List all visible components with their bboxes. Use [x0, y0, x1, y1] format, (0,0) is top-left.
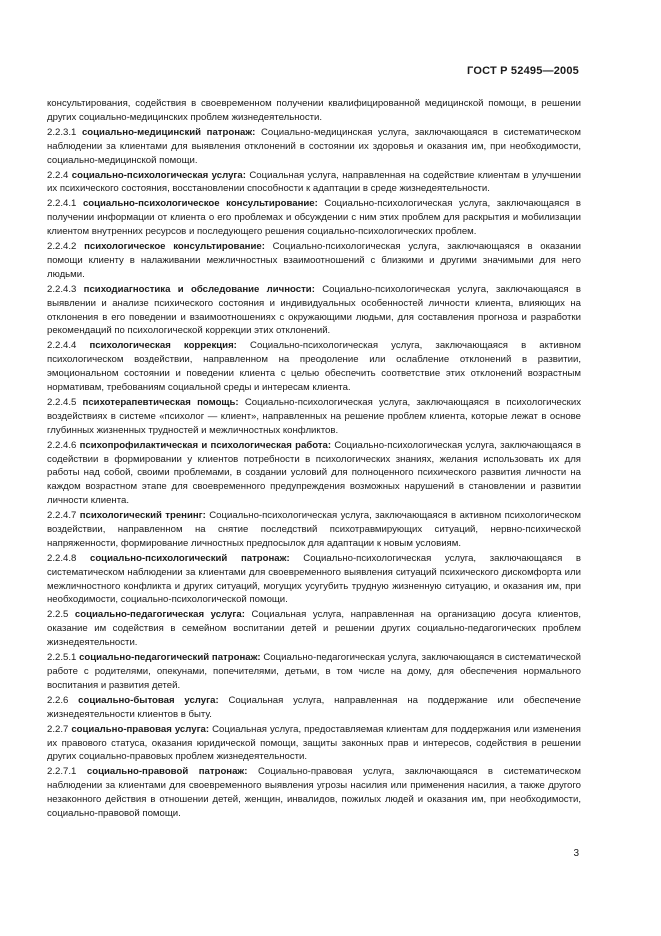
term: психотерапевтическая помощь: [82, 397, 239, 409]
definition-text: Социальная услуга, направленная на содействие клиентам в улучшении их психического состояния, восстановлении способности к адаптации в среде жизнедеятельности. [47, 169, 581, 195]
term: психологический тренинг: [79, 510, 206, 522]
definition-text: Социально-медицинская услуга, заключающаяся в систематическом наблюдении за клиентами для выявления отклонений в состоянии их здоровья и оказания им, при необходимости, социально-медицинской помощи. [47, 126, 582, 166]
paragraph [47, 694, 581, 722]
paragraph [47, 723, 581, 765]
paragraph [47, 439, 581, 508]
paragraph [47, 396, 581, 438]
clause-number: 2.2.4.8 [47, 552, 77, 564]
definition-text: Социально-психологическая услуга, заключающаяся в активном психологическом воздействии, направленном на снятие последствий психотравмирующих ситуаций, нервно-психической напряженности, формирование личностных предпосылок для адаптации к новым условиям. [47, 510, 582, 549]
definition-text: Социально-психологическая услуга, заключающаяся в выявлении и анализе психического состояния и индивидуальных особенностей личности клиента, влияющих на отклонения в его поведении и взаимоотношениях с окружающими людьми, для составления прогноза и разработки рекомендаций по психологической коррекции этих отклонений. [47, 283, 582, 337]
term: психопрофилактическая и психологическая работа: [79, 439, 332, 451]
term: социально-психологическая услуга: [71, 169, 246, 181]
term: социально-медицинский патронаж: [81, 126, 256, 138]
paragraph [47, 765, 581, 820]
paragraph [47, 126, 581, 168]
definition-text: Социально-психологическая услуга, заключающаяся в оказании помощи клиенту в налаживании межличностных взаимоотношений с близкими и другими значимыми для него людьми. [47, 241, 581, 280]
term: социально-педагогический патронаж: [79, 652, 261, 664]
clause-number: 2.2.5 [47, 609, 69, 621]
clause-number: 2.2.4.1 [47, 198, 77, 210]
clause-number: 2.2.4.7 [47, 510, 77, 522]
clause-number: 2.2.5.1 [47, 652, 77, 664]
definition-text: Социально-психологическая услуга, заключающаяся в психологических воздействиях в системе «психолог — клиент», направленных на решение проблем клиента, которые лежат в основе глубинных жизненных трудностей и межличностных конфликтов. [47, 397, 581, 436]
clause-number: 2.2.4.4 [47, 340, 77, 352]
paragraph [47, 509, 581, 551]
clause-number: 2.2.4.3 [47, 283, 77, 295]
clause-number: 2.2.6 [47, 694, 69, 706]
definition-text: Социально-правовая услуга, заключающаяся в систематическом наблюдении за клиентами для своевременного выявления угрозы насилия или применения насилия, а также другого незаконного действия в отношении детей, женщин, инвалидов, пожилых людей и оказания им, при необходимости, социально-правовой помощи. [47, 766, 581, 819]
clause-number: 2.2.4.6 [47, 439, 77, 451]
term: социально-педагогическая услуга: [74, 609, 245, 621]
paragraph [47, 169, 581, 197]
page-number: 3 [573, 848, 579, 859]
term: социально-правовой патронаж: [86, 766, 248, 778]
term: социально-правовая услуга: [71, 723, 210, 735]
definition-text: Социально-психологическая услуга, заключающаяся в содействии в формировании у клиентов потребности в психологических знаниях, желания использовать их для работы над собой, своими проблемами, в создании условий для полноценного психического развития личности на каждом возрастном этапе для своевременного предупреждения возможных нарушений в становлении и развитии личности клиента. [47, 439, 582, 507]
definition-text: Социально-психологическая услуга, заключающаяся в систематическом наблюдении за клиентами для своевременного выявления ситуаций психического дискомфорта или межличностного конфликта и других ситуаций, могущих усугубить трудную жизненную ситуацию, и оказания им, при необходимости, социально-психологической помощи. [47, 552, 582, 606]
paragraph [47, 197, 581, 239]
term: психологическая коррекция: [89, 340, 237, 352]
paragraph [47, 339, 581, 394]
paragraph-text: консультирования, содействия в своевременном получении квалифицированной медицинской помощи, в решении других социально-медицинских проблем жизнедеятельности. [47, 98, 581, 123]
paragraph [47, 552, 581, 607]
paragraph [47, 608, 581, 650]
term: психологическое консультирование: [84, 241, 265, 253]
term: социально-психологическое консультирование: [82, 198, 318, 210]
definition-text: Социально-психологическая услуга, заключающаяся в получении информации от клиента о его проблемах и обсуждении с ним этих проблем для раскрытия и мобилизации клиентом внутренних ресурсов и последующего решения социально-психологических проблем. [47, 198, 581, 238]
term: социально-бытовая услуга: [78, 694, 219, 706]
document-body [47, 97, 581, 822]
clause-number: 2.2.7.1 [47, 766, 77, 778]
clause-number: 2.2.4.5 [47, 397, 77, 409]
definition-text: Социальная услуга, направленная на организацию досуга клиентов, оказание им содействия в семейном воспитании детей и решении других социально-педагогических проблем жизнедеятельности. [47, 609, 582, 649]
definition-text: Социальная услуга, предоставляемая клиентам для поддержания или изменения их правового статуса, оказания юридической помощи, защиты законных прав и интересов, содействия в решении других социально-правовых проблем жизнедеятельности. [47, 723, 581, 763]
paragraph [47, 283, 581, 338]
clause-number: 2.2.3.1 [47, 126, 77, 138]
paragraph [47, 651, 581, 693]
document-id-header: ГОСТ Р 52495—2005 [467, 65, 579, 77]
term: социально-психологический патронаж: [89, 552, 290, 564]
clause-number: 2.2.7 [47, 723, 69, 735]
term: психодиагностика и обследование личности: [83, 283, 315, 295]
definition-text: Социальная услуга, направленная на поддержание или обеспечение жизнедеятельности клиентов в быту. [47, 694, 581, 720]
paragraph [47, 97, 581, 125]
clause-number: 2.2.4 [47, 169, 69, 181]
definition-text: Социально-психологическая услуга, заключающаяся в активном психологическом воздействии, направленном на преодоление или ослабление отклонений в развитии, эмоциональном состоянии и поведении клиента с целью обеспечить соответствие этих отклонений возрастным нормативам, требованиям социальной среды и интересам клиента. [47, 340, 582, 393]
paragraph [47, 240, 581, 282]
clause-number: 2.2.4.2 [47, 241, 77, 253]
definition-text: Социально-педагогическая услуга, заключающаяся в систематической работе с родителями, опекунами, попечителями, детьми, в том числе на дому, для обеспечения нормального воспитания и развития детей. [47, 652, 581, 691]
